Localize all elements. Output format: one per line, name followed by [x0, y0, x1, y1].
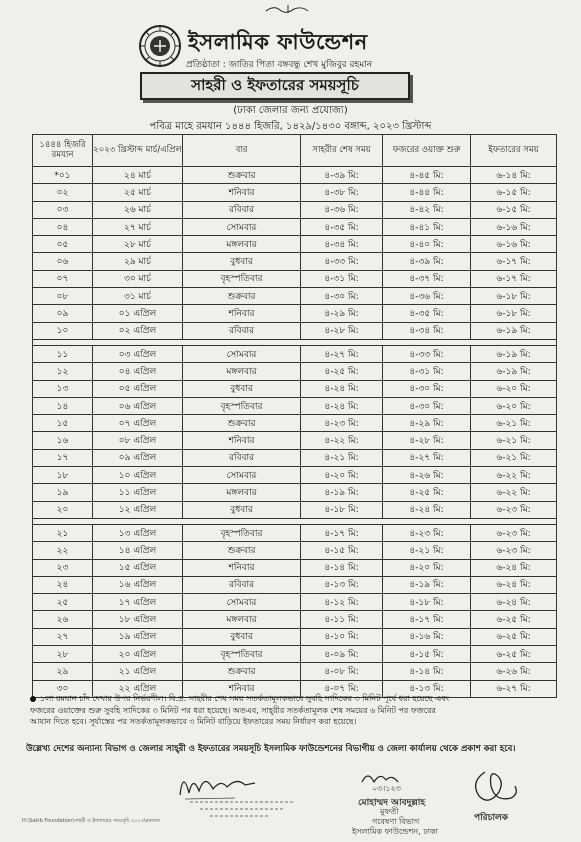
cell-sehri-end: ৪-২১ মি: [301, 449, 383, 466]
cell-fajr-start: ৪-২৮ মি: [383, 432, 471, 449]
cell-gregorian-date: ২৯ মার্চ [93, 253, 183, 270]
cell-hijri-day: ১৪ [33, 397, 93, 414]
cell-gregorian-date: ১৫ এপ্রিল [93, 559, 183, 576]
cell-gregorian-date: ০২ এপ্রিল [93, 322, 183, 339]
cell-weekday: মঙ্গলবার [183, 236, 301, 253]
cell-fajr-start: ৪-১৯ মি: [383, 576, 471, 593]
cell-weekday: শুক্রবার [183, 167, 301, 184]
cell-sehri-end: ৪-১৩ মি: [301, 576, 383, 593]
cell-fajr-start: ৪-১৭ মি: [383, 611, 471, 628]
schedule-table [32, 134, 557, 698]
table-row [33, 184, 557, 201]
cell-weekday: শুক্রবার [183, 663, 301, 680]
cell-iftar: ৬-২২ মি: [471, 467, 557, 484]
cell-fajr-start: ৪-২১ মি: [383, 542, 471, 559]
cell-fajr-start: ৪-৪৪ মি: [383, 184, 471, 201]
cell-hijri-day: ২৮ [33, 646, 93, 663]
cell-weekday: বুধবার [183, 628, 301, 645]
table-row [33, 167, 557, 184]
cell-hijri-day: ০৫ [33, 236, 93, 253]
cell-weekday: মঙ্গলবার [183, 484, 301, 501]
cell-weekday: বৃহস্পতিবার [183, 270, 301, 287]
cell-gregorian-date: ০৪ এপ্রিল [93, 363, 183, 380]
table-row [33, 270, 557, 287]
cell-fajr-start: ৪-২৫ মি: [383, 484, 471, 501]
cell-gregorian-date: ০৮ এপ্রিল [93, 432, 183, 449]
cell-gregorian-date: ১৩ এপ্রিল [93, 524, 183, 541]
cell-hijri-day: ১৩ [33, 380, 93, 397]
cell-weekday: শুক্রবার [183, 542, 301, 559]
district-note: (ঢাকা জেলার জন্য প্রযোজ্য) [233, 105, 348, 116]
cell-sehri-end: ৪-১৪ মি: [301, 559, 383, 576]
table-row [33, 236, 557, 253]
cell-iftar: ৬-২৫ মি: [471, 628, 557, 645]
cell-gregorian-date: ২৫ মার্চ [93, 184, 183, 201]
table-row [33, 449, 557, 466]
cell-gregorian-date: ১২ এপ্রিল [93, 501, 183, 518]
cell-weekday: রবিবার [183, 449, 301, 466]
cell-sehri-end: ৪-১৯ মি: [301, 484, 383, 501]
cell-weekday: রবিবার [183, 201, 301, 218]
cell-fajr-start: ৪-৪০ মি: [383, 236, 471, 253]
cell-iftar: ৬-১৯ মি: [471, 345, 557, 362]
middle-signer-dept: গবেষণা বিভাগ [372, 817, 420, 826]
cell-fajr-start: ৪-৩০ মি: [383, 397, 471, 414]
table-row [33, 501, 557, 518]
cell-gregorian-date: ১৬ এপ্রিল [93, 576, 183, 593]
right-signature [465, 762, 525, 812]
col-header-day: বার [183, 135, 301, 167]
cell-gregorian-date: ২৬ মার্চ [93, 201, 183, 218]
cell-iftar: ৬-২৫ মি: [471, 646, 557, 663]
cell-weekday: শনিবার [183, 559, 301, 576]
cell-weekday: বুধবার [183, 501, 301, 518]
cell-fajr-start: ৪-১৩ মি: [383, 680, 471, 697]
top-signature-mark [262, 2, 312, 16]
cell-hijri-day: ২৪ [33, 576, 93, 593]
cell-iftar: ৬-২৪ মি: [471, 576, 557, 593]
cell-weekday: বুধবার [183, 380, 301, 397]
cell-hijri-day: ০৭ [33, 270, 93, 287]
cell-iftar: ৬-১৫ মি: [471, 184, 557, 201]
table-row [33, 253, 557, 270]
col-header-sehri-end: সাহরীর শেষ সময় [301, 135, 383, 167]
cell-hijri-day: ২৩ [33, 559, 93, 576]
table-row [33, 559, 557, 576]
cell-sehri-end: ৪-৩৩ মি: [301, 253, 383, 270]
cell-hijri-day: ১৫ [33, 415, 93, 432]
table-row [33, 542, 557, 559]
cell-iftar: ৬-১৮ মি: [471, 288, 557, 305]
cell-hijri-day: ০৪ [33, 218, 93, 235]
cell-weekday: সোমবার [183, 594, 301, 611]
table-header-row [33, 135, 557, 167]
right-signer-role: পরিচালক [474, 813, 509, 823]
col-header-hijri: ১৪৪৪ হিজরি রমযান [33, 135, 93, 167]
cell-weekday: শনিবার [183, 305, 301, 322]
middle-signer-name: মোহাম্মদ আবদুল্লাহ [358, 798, 426, 808]
cell-fajr-start: ৪-২৭ মি: [383, 449, 471, 466]
cell-fajr-start: ৪-৩৭ মি: [383, 270, 471, 287]
table-row [33, 288, 557, 305]
regional-notice: উল্লেখ্য দেশের অন্যান্য বিভাগ ও জেলার সাহ্‌রী ও ইফতারের সময়সূচি ইসলামিক ফাউন্ডেশনের বিভাগীয় ও জেলা কার্যালয় থেকে প্রকাশ করা হবে। [26, 744, 516, 754]
cell-sehri-end: ৪-২০ মি: [301, 467, 383, 484]
cell-gregorian-date: ০৭ এপ্রিল [93, 415, 183, 432]
table-row [33, 628, 557, 645]
cell-fajr-start: ৪-২০ মি: [383, 559, 471, 576]
col-header-gregorian: ২০২৩ খ্রিস্টাব্দ মার্চ/এপ্রিল [93, 135, 183, 167]
cell-hijri-day: ০২ [33, 184, 93, 201]
table-row [33, 611, 557, 628]
cell-hijri-day: ২০ [33, 501, 93, 518]
cell-fajr-start: ৪-১৬ মি: [383, 628, 471, 645]
cell-weekday: মঙ্গলবার [183, 363, 301, 380]
cell-fajr-start: ৪-১৫ মি: [383, 646, 471, 663]
cell-fajr-start: ৪-৩৩ মি: [383, 345, 471, 362]
cell-gregorian-date: ১৮ এপ্রিল [93, 611, 183, 628]
cell-sehri-end: ৪-৩০ মি: [301, 288, 383, 305]
cell-sehri-end: ৪-৩৮ মি: [301, 184, 383, 201]
table-row [33, 467, 557, 484]
cell-sehri-end: ৪-১৮ মি: [301, 501, 383, 518]
cell-iftar: ৬-২১ মি: [471, 415, 557, 432]
cell-gregorian-date: ০৫ এপ্রিল [93, 380, 183, 397]
cell-iftar: ৬-১৭ মি: [471, 270, 557, 287]
table-row [33, 415, 557, 432]
cell-iftar: ৬-১৭ মি: [471, 253, 557, 270]
ramadan-year-line: পবিত্র মাহে রমযান ১৪৪৪ হিজরি, ১৪২৯/১৪৩০ বঙ্গাব্দ, ২০২৩ খ্রিস্টাব্দ [149, 121, 432, 132]
cell-gregorian-date: ২৭ মার্চ [93, 218, 183, 235]
cell-iftar: ৬-২০ মি: [471, 380, 557, 397]
cell-weekday: বৃহস্পতিবার [183, 397, 301, 414]
footnotes [30, 693, 560, 728]
cell-weekday: সোমবার [183, 345, 301, 362]
cell-sehri-end: ৪-২৩ মি: [301, 415, 383, 432]
file-path-footer: H:\Sakib Foundation\সাহরী ও ইফতারের সময়সূচি ২০২৩\রমজান [22, 818, 161, 824]
footnote-line-2: ফজরের ওয়াক্তের শুরু সুবহি সাদিকের ৩ মিনিট পর ধরা হয়েছে। অতএব, সাহ্‌রীর সতর্কতামূলক শেষ সময়ের ৬ মিনিট পর ফজরের [30, 705, 436, 715]
cell-hijri-day: ১৮ [33, 467, 93, 484]
cell-weekday: রবিবার [183, 576, 301, 593]
footnote-line-1: ১লা রমযান চাঁদ দেখার উপর নির্ভরশীল। বি:দ্র: সাহরীর শেষ সময় সতর্কতামূলকভাবে সুবহি সাদিকের ৩ মিনিট পূর্বে ধরা হয়েছে এবং [40, 694, 450, 703]
cell-hijri-day: ১১ [33, 345, 93, 362]
cell-sehri-end: ৪-১৭ মি: [301, 524, 383, 541]
middle-signature-date: ০৩।১২৩ [372, 784, 401, 793]
cell-hijri-day: ১৭ [33, 449, 93, 466]
cell-sehri-end: ৪-০৮ মি: [301, 663, 383, 680]
cell-gregorian-date: ০৬ এপ্রিল [93, 397, 183, 414]
cell-gregorian-date: ১৯ এপ্রিল [93, 628, 183, 645]
cell-fajr-start: ৪-৩১ মি: [383, 363, 471, 380]
table-row [33, 594, 557, 611]
cell-weekday: রবিবার [183, 322, 301, 339]
cell-sehri-end: ৪-২৯ মি: [301, 305, 383, 322]
cell-hijri-day: *০১ [33, 167, 93, 184]
cell-fajr-start: ৪-৪১ মি: [383, 218, 471, 235]
cell-iftar: ৬-২৪ মি: [471, 559, 557, 576]
cell-gregorian-date: ১১ এপ্রিল [93, 484, 183, 501]
cell-gregorian-date: ২৮ মার্চ [93, 236, 183, 253]
cell-weekday: শুক্রবার [183, 288, 301, 305]
cell-fajr-start: ৪-১৮ মি: [383, 594, 471, 611]
cell-hijri-day: ২৫ [33, 594, 93, 611]
cell-sehri-end: ৪-৩৪ মি: [301, 236, 383, 253]
org-name: ইসলামিক ফাউন্ডেশন [188, 30, 368, 54]
cell-gregorian-date: ০৩ এপ্রিল [93, 345, 183, 362]
page-title: সাহরী ও ইফতারের সময়সূচি [140, 72, 410, 100]
bullet-icon [30, 696, 36, 702]
cell-gregorian-date: ২০ এপ্রিল [93, 646, 183, 663]
table-row [33, 201, 557, 218]
table-row [33, 663, 557, 680]
table-row [33, 397, 557, 414]
cell-hijri-day: ১০ [33, 322, 93, 339]
cell-fajr-start: ৪-২৯ মি: [383, 415, 471, 432]
cell-iftar: ৬-১৫ মি: [471, 201, 557, 218]
cell-iftar: ৬-২৬ মি: [471, 663, 557, 680]
cell-sehri-end: ৪-৩১ মি: [301, 270, 383, 287]
cell-gregorian-date: ২১ এপ্রিল [93, 663, 183, 680]
cell-fajr-start: ৪-২৩ মি: [383, 524, 471, 541]
cell-iftar: ৬-২০ মি: [471, 397, 557, 414]
cell-iftar: ৬-২১ মি: [471, 432, 557, 449]
table-row [33, 305, 557, 322]
table-row [33, 576, 557, 593]
cell-iftar: ৬-১৬ মি: [471, 236, 557, 253]
cell-sehri-end: ৪-১১ মি: [301, 611, 383, 628]
cell-hijri-day: ১২ [33, 363, 93, 380]
cell-fajr-start: ৪-২৬ মি: [383, 467, 471, 484]
cell-weekday: শনিবার [183, 184, 301, 201]
cell-hijri-day: ০৬ [33, 253, 93, 270]
cell-iftar: ৬-১৯ মি: [471, 322, 557, 339]
cell-fajr-start: ৪-১৪ মি: [383, 663, 471, 680]
col-header-iftar: ইফতারের সময় [471, 135, 557, 167]
cell-iftar: ৬-২৩ মি: [471, 501, 557, 518]
cell-gregorian-date: ১৪ এপ্রিল [93, 542, 183, 559]
cell-gregorian-date: ৩০ মার্চ [93, 270, 183, 287]
cell-weekday: বুধবার [183, 253, 301, 270]
cell-sehri-end: ৪-২৪ মি: [301, 380, 383, 397]
table-row [33, 380, 557, 397]
cell-iftar: ৬-১৪ মি: [471, 167, 557, 184]
table-row [33, 432, 557, 449]
cell-iftar: ৬-১৮ মি: [471, 305, 557, 322]
cell-hijri-day: ২২ [33, 542, 93, 559]
table-row [33, 524, 557, 541]
col-header-fajr-start: ফজরের ওয়াক্ত শুরু [383, 135, 471, 167]
cell-hijri-day: ২৬ [33, 611, 93, 628]
cell-gregorian-date: ০৯ এপ্রিল [93, 449, 183, 466]
middle-signer-role: মুফতী [380, 807, 399, 816]
cell-sehri-end: ৪-২৮ মি: [301, 322, 383, 339]
cell-fajr-start: ৪-৩০ মি: [383, 380, 471, 397]
cell-sehri-end: ৪-১৫ মি: [301, 542, 383, 559]
cell-fajr-start: ৪-৩৪ মি: [383, 322, 471, 339]
cell-weekday: শনিবার [183, 432, 301, 449]
org-subtitle: প্রতিষ্ঠাতা : জাতির পিতা বঙ্গবন্ধু শেখ মুজিবুর রহমান [186, 60, 373, 70]
cell-iftar: ৬-১৯ মি: [471, 363, 557, 380]
cell-fajr-start: ৪-৩৬ মি: [383, 288, 471, 305]
table-row [33, 218, 557, 235]
cell-iftar: ৬-২৭ মি: [471, 680, 557, 697]
cell-sehri-end: ৪-০৯ মি: [301, 646, 383, 663]
table-row [33, 363, 557, 380]
cell-sehri-end: ৪-১২ মি: [301, 594, 383, 611]
cell-fajr-start: ৪-৪৫ মি: [383, 167, 471, 184]
cell-hijri-day: ১৬ [33, 432, 93, 449]
cell-gregorian-date: ৩১ মার্চ [93, 288, 183, 305]
cell-sehri-end: ৪-২৫ মি: [301, 363, 383, 380]
table-row [33, 646, 557, 663]
cell-fajr-start: ৪-৪২ মি: [383, 201, 471, 218]
table-row [33, 322, 557, 339]
cell-sehri-end: ৪-২৭ মি: [301, 345, 383, 362]
islamic-foundation-logo [138, 24, 182, 68]
cell-hijri-day: ২৭ [33, 628, 93, 645]
cell-hijri-day: ৩০ [33, 680, 93, 697]
cell-sehri-end: ৪-৩৯ মি: [301, 167, 383, 184]
middle-signer-org: ইসলামিক ফাউন্ডেশন, ঢাকা [352, 827, 438, 836]
cell-iftar: ৬-২১ মি: [471, 449, 557, 466]
cell-weekday: বৃহস্পতিবার [183, 524, 301, 541]
cell-iftar: ৬-২৪ মি: [471, 594, 557, 611]
cell-sehri-end: ৪-৩৫ মি: [301, 218, 383, 235]
cell-weekday: শুক্রবার [183, 415, 301, 432]
cell-fajr-start: ৪-৩৯ মি: [383, 253, 471, 270]
cell-hijri-day: ০৮ [33, 288, 93, 305]
cell-iftar: ৬-১৬ মি: [471, 218, 557, 235]
cell-sehri-end: ৪-২২ মি: [301, 432, 383, 449]
cell-sehri-end: ৪-০৭ মি: [301, 680, 383, 697]
cell-iftar: ৬-২৫ মি: [471, 611, 557, 628]
cell-sehri-end: ৪-২৪ মি: [301, 397, 383, 414]
cell-gregorian-date: ১৭ এপ্রিল [93, 594, 183, 611]
cell-gregorian-date: ২৪ মার্চ [93, 167, 183, 184]
cell-fajr-start: ৪-৩৫ মি: [383, 305, 471, 322]
cell-hijri-day: ২৯ [33, 663, 93, 680]
cell-iftar: ৬-২৩ মি: [471, 542, 557, 559]
footnote-line-3: আযান দিতে হবে। সূর্যাস্তের পর সতর্কতামূলকভাবে ৩ মিনিট বাড়িয়ে ইফতারের সময় নির্ধারণ করা হয়েছে। [30, 717, 357, 727]
cell-weekday: সোমবার [183, 218, 301, 235]
cell-gregorian-date: ০১ এপ্রিল [93, 305, 183, 322]
cell-gregorian-date: ২২ এপ্রিল [93, 680, 183, 697]
cell-weekday: সোমবার [183, 467, 301, 484]
cell-hijri-day: ১৯ [33, 484, 93, 501]
cell-sehri-end: ৪-১০ মি: [301, 628, 383, 645]
cell-iftar: ৬-২২ মি: [471, 484, 557, 501]
cell-fajr-start: ৪-২৪ মি: [383, 501, 471, 518]
cell-hijri-day: ২১ [33, 524, 93, 541]
cell-weekday: শনিবার [183, 680, 301, 697]
cell-sehri-end: ৪-৩৬ মি: [301, 201, 383, 218]
cell-weekday: বৃহস্পতিবার [183, 646, 301, 663]
cell-iftar: ৬-২৩ মি: [471, 524, 557, 541]
table-row [33, 484, 557, 501]
cell-gregorian-date: ১০ এপ্রিল [93, 467, 183, 484]
table-row [33, 345, 557, 362]
cell-hijri-day: ০৩ [33, 201, 93, 218]
cell-weekday: মঙ্গলবার [183, 611, 301, 628]
left-stamp-lines [190, 798, 300, 820]
cell-hijri-day: ০৯ [33, 305, 93, 322]
